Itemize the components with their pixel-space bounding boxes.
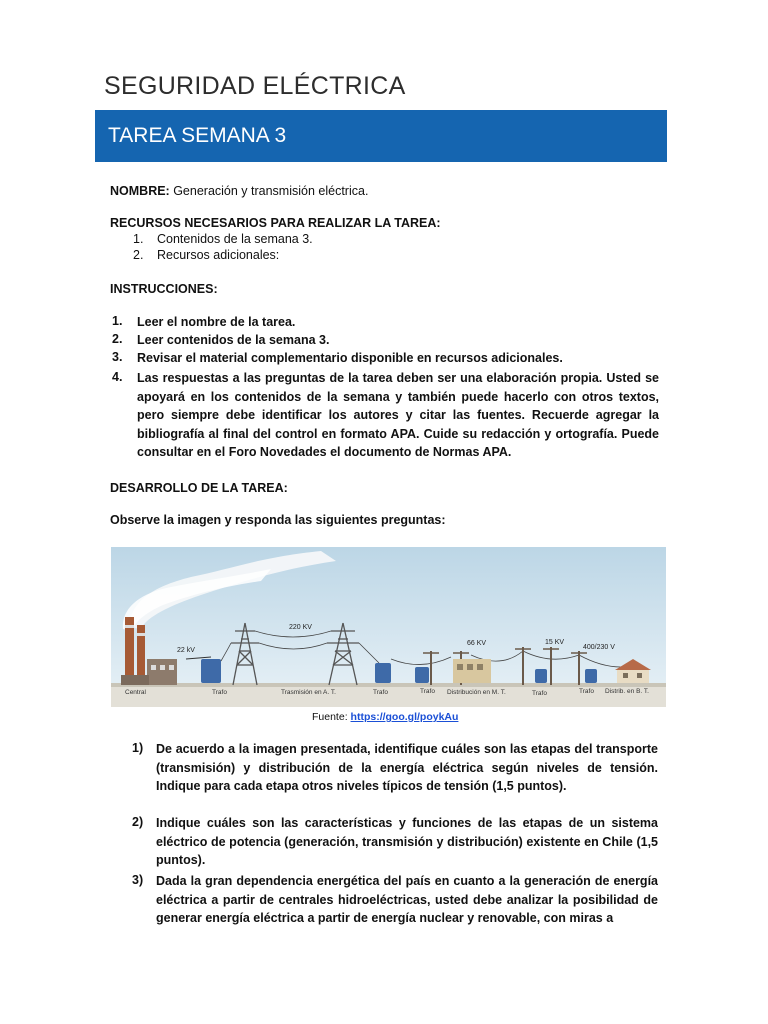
voltage-22kv: 22 kV bbox=[177, 647, 195, 654]
label-central: Central bbox=[125, 689, 146, 696]
question-num-1: 1) bbox=[132, 741, 144, 755]
recursos-num-2: 2. bbox=[133, 248, 144, 262]
course-title: SEGURIDAD ELÉCTRICA bbox=[104, 72, 406, 100]
instr-num-2: 2. bbox=[112, 332, 123, 346]
question-2: Indique cuáles son las características y funciones de las etapas de un sistema eléctrico de potencia (generación, transmisión y distribución) existente en Chile (1,5 puntos). bbox=[156, 816, 658, 868]
desarrollo-heading: DESARROLLO DE LA TAREA: bbox=[110, 481, 288, 495]
assignment-banner bbox=[95, 110, 667, 162]
recursos-item-1: Contenidos de la semana 3. bbox=[157, 232, 313, 246]
voltage-220kv: 220 KV bbox=[289, 624, 312, 631]
question-num-3: 3) bbox=[132, 873, 144, 887]
recursos-heading: RECURSOS NECESARIOS PARA REALIZAR LA TAREA: bbox=[110, 216, 441, 230]
label-trafo-1: Trafo bbox=[212, 689, 227, 696]
label-distribucion-mt: Distribución en M. T. bbox=[447, 689, 506, 696]
instr-item-3: Revisar el material complementario disponible en recursos adicionales. bbox=[137, 351, 563, 365]
label-trafo-4: Trafo bbox=[532, 690, 547, 697]
nombre-label: NOMBRE: bbox=[110, 184, 170, 198]
instr-num-3: 3. bbox=[112, 350, 123, 364]
instr-item-4: Las respuestas a las preguntas de la tarea deben ser una elaboración propia. Usted se apoyará en los contenidos de la semana y también puede hacerlo con otros textos, pero siempre debe identificar los autores y citar las fuentes. Recuerde agregar la bibliografía al final del control en formato APA. Cuide su redacción y ortografía. Puede consultar en el Foro Novedades el documento de Normas APA. bbox=[137, 371, 659, 460]
instr-num-1: 1. bbox=[112, 314, 123, 328]
label-trafo-3: Trafo bbox=[420, 688, 435, 695]
source-label: Fuente: bbox=[312, 711, 348, 723]
voltage-15kv: 15 KV bbox=[545, 639, 565, 646]
power-grid-illustration bbox=[111, 547, 666, 707]
instr-item-1: Leer el nombre de la tarea. bbox=[137, 315, 296, 329]
recursos-item-2: Recursos adicionales: bbox=[157, 248, 280, 262]
voltage-400-230v: 400/230 V bbox=[583, 644, 615, 651]
source-link[interactable]: https://goo.gl/poykAu bbox=[350, 711, 459, 723]
voltage-66kv: 66 KV bbox=[467, 640, 487, 647]
question-3: Dada la gran dependencia energética del país en cuanto a la generación de energía eléctrica a partir de centrales hidroeléctricas, usted debe analizar la posibilidad de generar energía eléctrica a partir de energía nuclear y renovable, con miras a bbox=[156, 874, 658, 926]
question-num-2: 2) bbox=[132, 815, 144, 829]
label-trafo-2: Trafo bbox=[373, 689, 388, 696]
instr-num-4: 4. bbox=[112, 370, 123, 384]
recursos-num-1: 1. bbox=[133, 232, 144, 246]
instrucciones-heading: INSTRUCCIONES: bbox=[110, 282, 218, 296]
label-distribucion-bt: Distrib. en B. T. bbox=[605, 688, 649, 695]
label-trafo-5: Trafo bbox=[579, 688, 594, 695]
figure-source bbox=[312, 711, 458, 723]
nombre-line bbox=[110, 182, 368, 201]
instr-item-2: Leer contenidos de la semana 3. bbox=[137, 333, 330, 347]
desarrollo-intro: Observe la imagen y responda las siguientes preguntas: bbox=[110, 513, 446, 527]
nombre-value: Generación y transmisión eléctrica. bbox=[173, 184, 369, 198]
question-1: De acuerdo a la imagen presentada, identifique cuáles son las etapas del transporte (transmisión) y distribución de la energía eléctrica según niveles de tensión. Indique para cada etapa otros niveles típicos de tensión (1,5 puntos). bbox=[156, 742, 658, 794]
label-transmision: Trasmisión en A. T. bbox=[281, 689, 336, 696]
banner-title: TAREA SEMANA 3 bbox=[108, 124, 287, 147]
